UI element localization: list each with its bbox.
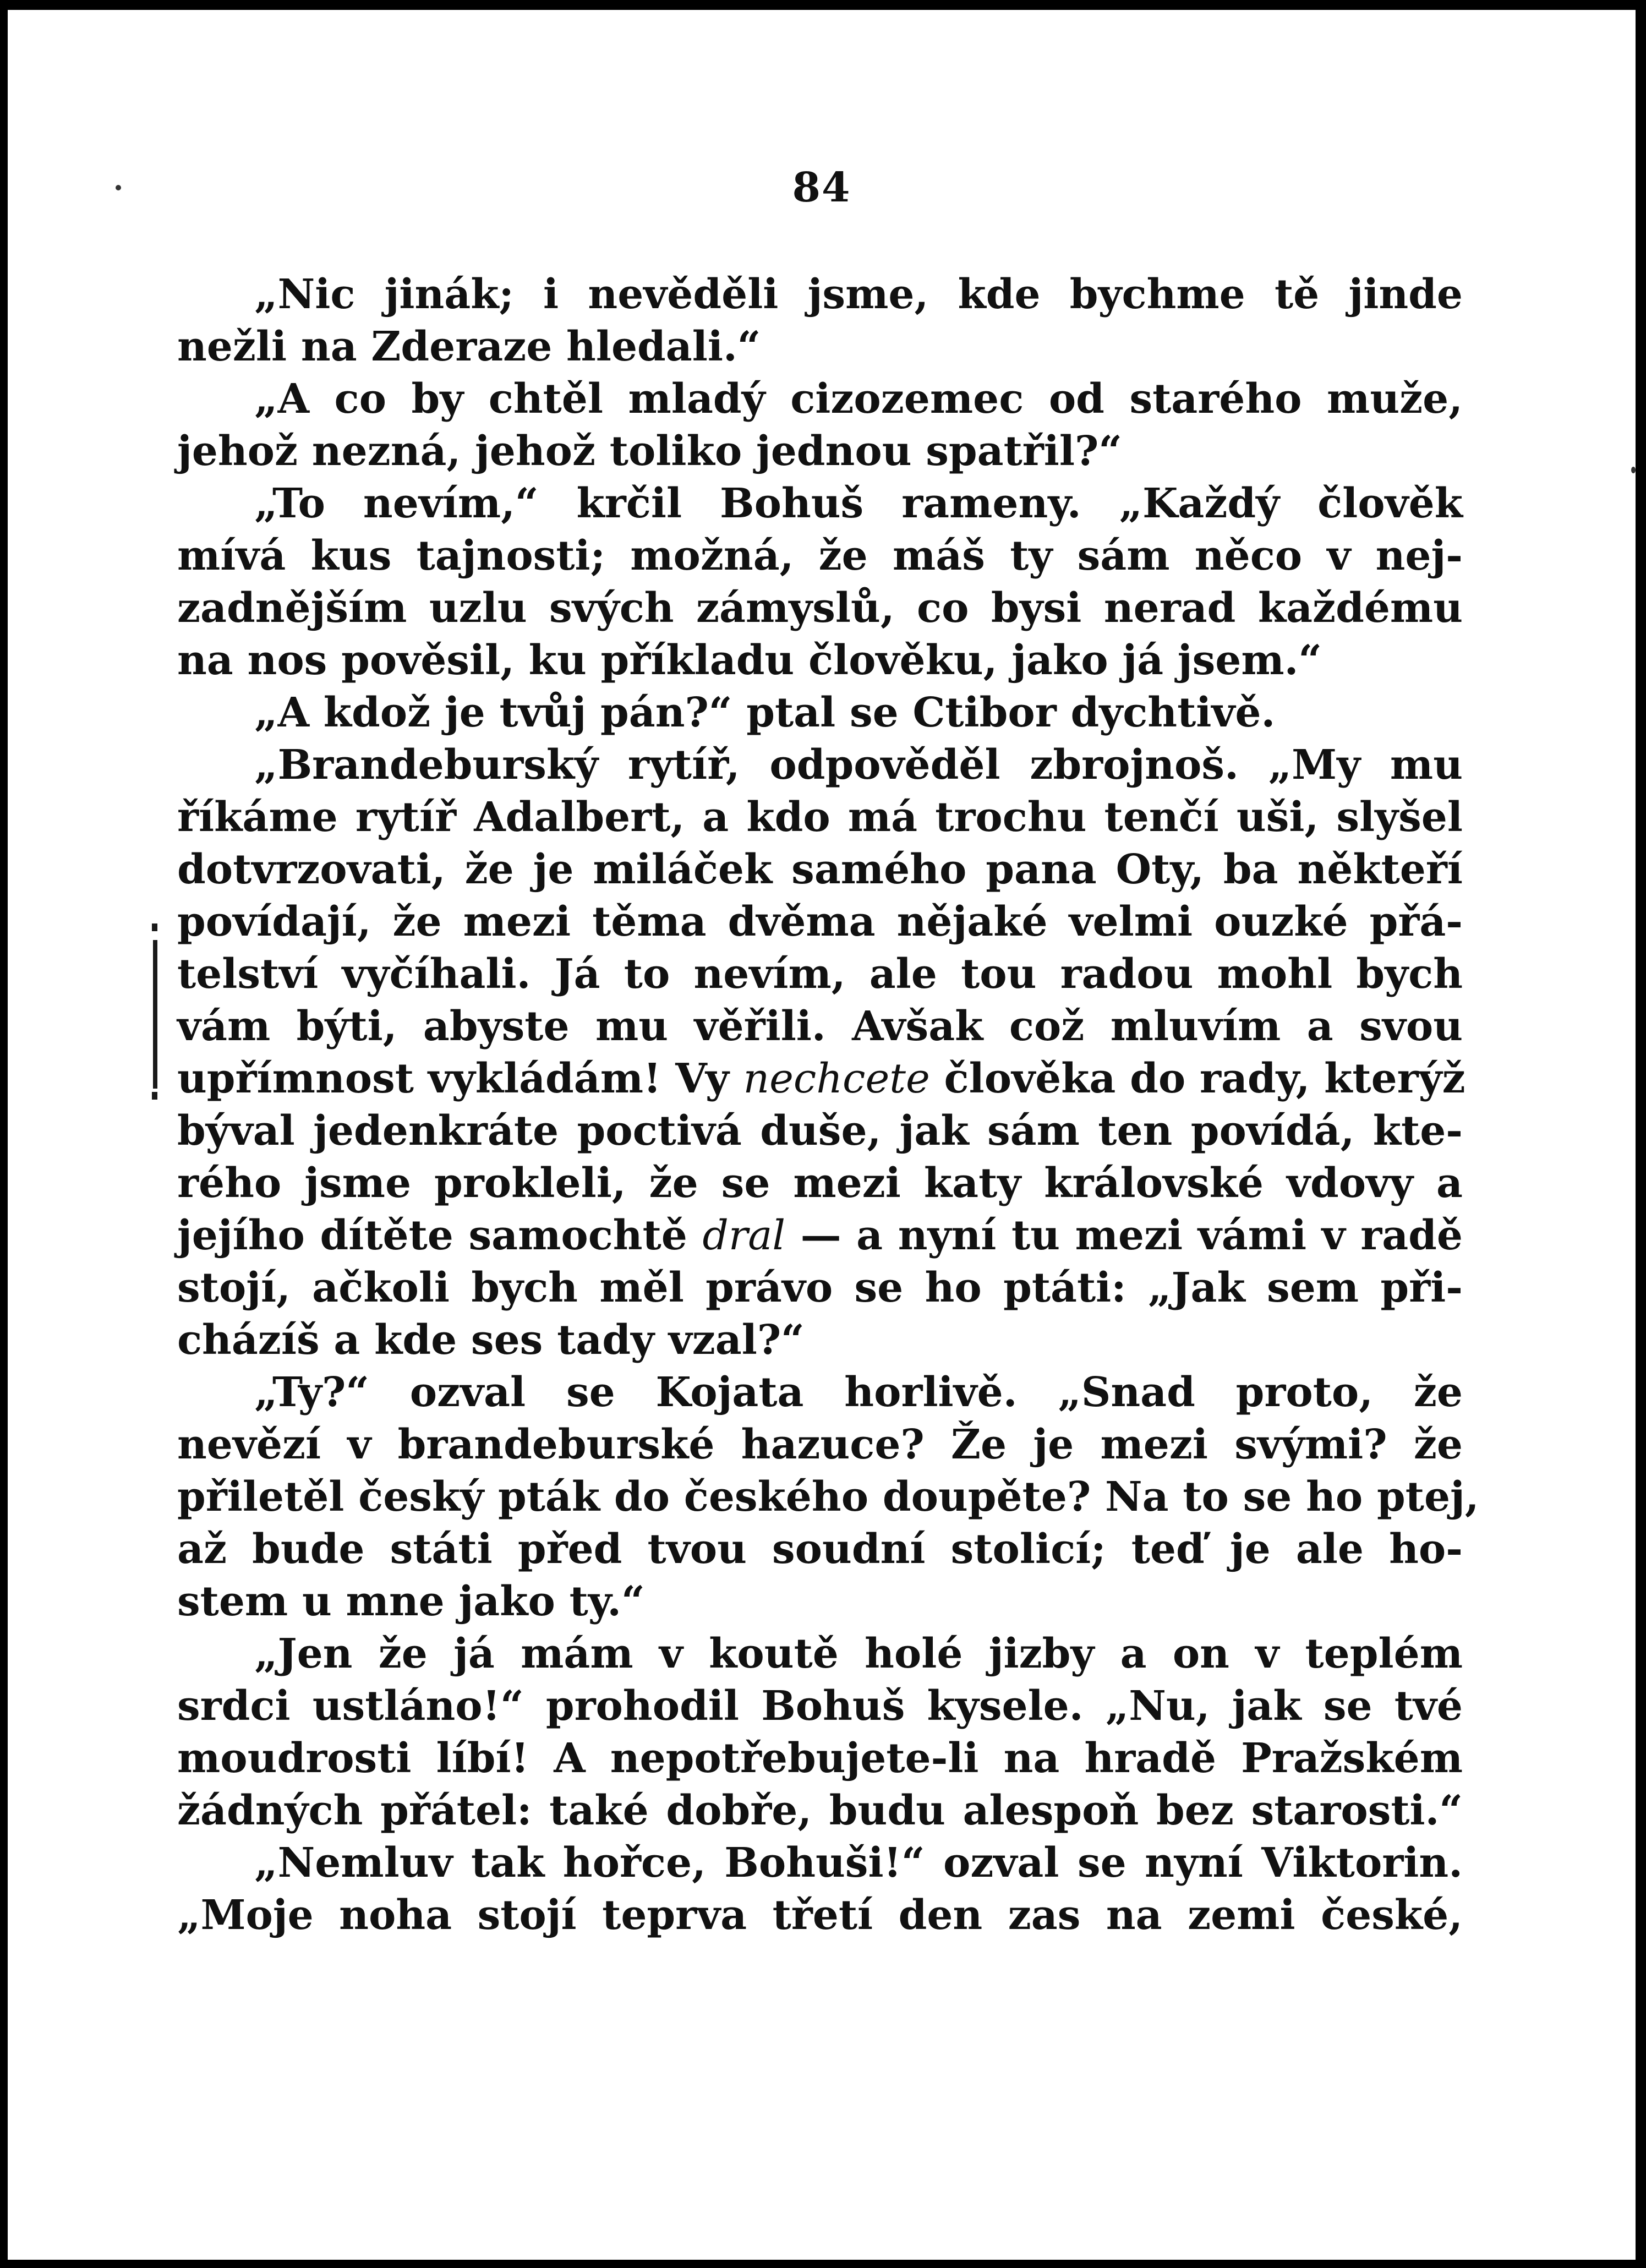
text-line: rého jsme prokleli, že se mezi katy královské vdovy a <box>177 1160 1463 1207</box>
margin-mark-dot <box>152 1092 157 1100</box>
body-text <box>177 269 1479 1942</box>
text-line: „Ty?“ ozval se Kojata horlivě. „Snad proto, že <box>254 1369 1463 1416</box>
text-run: — a nyní tu mezi vámi v radě <box>785 1212 1463 1259</box>
text-run: jejího dítěte samochtě <box>177 1212 703 1259</box>
text-line: „Brandeburský rytíř, odpověděl zbrojnoš. „My mu <box>254 741 1463 789</box>
text-line: telství vyčíhali. Já to nevím, ale tou radou mohl bych <box>177 950 1463 998</box>
text-line: moudrosti líbí! A nepotřebujete-li na hradě Pražském <box>177 1735 1463 1782</box>
text-line: jehož nezná, jehož toliko jednou spatřil?“ <box>177 428 1122 475</box>
text-line: srdci ustláno!“ prohodil Bohuš kysele. „Nu, jak se tvé <box>177 1682 1463 1730</box>
text-run-italic: nechcete <box>743 1055 930 1102</box>
text-line-mixed <box>177 1053 1463 1105</box>
text-line: „To nevím,“ krčil Bohuš rameny. „Každý člověk <box>254 480 1463 527</box>
scan-speck <box>1631 467 1636 473</box>
book-page <box>8 10 1636 2260</box>
text-line: „A kdož je tvůj pán?“ ptal se Ctibor dychtivě. <box>254 689 1276 736</box>
text-line: stem u mne jako ty.“ <box>177 1578 645 1625</box>
text-line: stojí, ačkoli bych měl právo se ho ptáti: „Jak sem při- <box>177 1264 1463 1311</box>
scan-speck <box>116 185 121 190</box>
text-line: „Jen že já mám v koutě holé jizby a on v teplém <box>254 1630 1463 1677</box>
text-line: na nos pověsil, ku příkladu člověku, jako já jsem.“ <box>177 637 1322 684</box>
text-line: až bude státi před tvou soudní stolicí; teď je ale ho- <box>177 1526 1463 1573</box>
text-line: přiletěl český pták do českého doupěte? Na to se ho ptej, <box>177 1473 1479 1521</box>
text-line: říkáme rytíř Adalbert, a kdo má trochu tenčí uši, slyšel <box>177 794 1463 841</box>
text-line: „Nic jinák; i nevěděli jsme, kde bychme tě jinde <box>254 271 1463 318</box>
text-run-italic: dral <box>702 1212 785 1259</box>
text-run: člověka do rady, kterýž <box>929 1055 1465 1102</box>
text-line: býval jedenkráte poctivá duše, jak sám ten povídá, kte- <box>177 1107 1463 1155</box>
text-line: zadnějším uzlu svých zámyslů, co bysi nerad každému <box>177 584 1463 632</box>
text-line: povídají, že mezi těma dvěma nějaké velmi ouzké přá- <box>177 898 1463 946</box>
text-line-mixed <box>177 1210 1463 1262</box>
text-line: nežli na Zderaze hledali.“ <box>177 323 761 370</box>
text-line: vám býti, abyste mu věřili. Avšak což mluvím a svou <box>177 1003 1463 1050</box>
text-run: upřímnost vykládám! Vy <box>177 1055 743 1102</box>
text-line: dotvrzovati, že je miláček samého pana Oty, ba někteří <box>177 846 1463 893</box>
text-line: nevězí v brandeburské hazuce? Že je mezi svými? že <box>177 1421 1463 1468</box>
text-line: žádných přátel: také dobře, budu alespoň bez starosti.“ <box>177 1787 1463 1834</box>
text-line: cházíš a kde ses tady vzal?“ <box>177 1316 805 1364</box>
margin-mark <box>153 940 157 1089</box>
text-line: „Nemluv tak hořce, Bohuši!“ ozval se nyní Viktorin. <box>254 1839 1463 1887</box>
margin-mark-dot <box>152 923 157 931</box>
page-number: 84 <box>792 164 851 211</box>
text-line: „A co by chtěl mladý cizozemec od starého muže, <box>254 375 1463 423</box>
text-line: „Moje noha stojí teprva třetí den zas na zemi české, <box>177 1892 1463 1939</box>
text-line: mívá kus tajnosti; možná, že máš ty sám něco v nej- <box>177 532 1463 580</box>
